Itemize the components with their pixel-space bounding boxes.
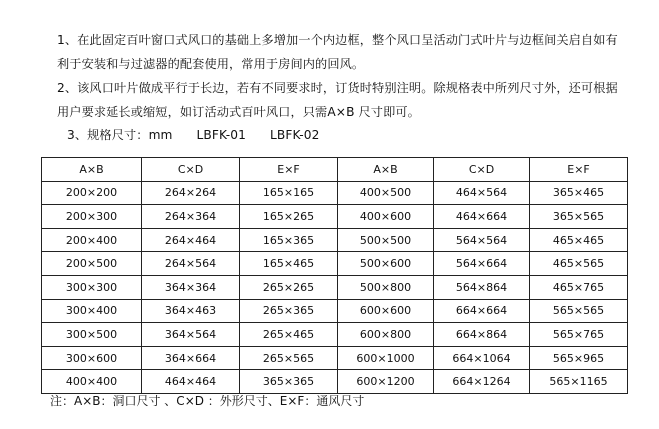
table-cell: 600×600 <box>338 299 434 323</box>
table-cell: 200×300 <box>42 205 142 229</box>
table-cell: 265×465 <box>240 323 338 347</box>
header-cell: C×D <box>434 158 530 182</box>
table-row <box>42 323 628 347</box>
table-row <box>42 346 628 370</box>
header-cell: E×F <box>530 158 628 182</box>
table-cell: 365×565 <box>530 205 628 229</box>
table-cell: 565×965 <box>530 346 628 370</box>
table-cell: 365×465 <box>530 181 628 205</box>
table-row <box>42 205 628 229</box>
spec-size-label: 3、规格尺寸：mm <box>67 128 173 142</box>
table-cell: 300×600 <box>42 346 142 370</box>
table-cell: 200×200 <box>42 181 142 205</box>
table-header-row <box>42 158 628 182</box>
table-cell: 300×500 <box>42 323 142 347</box>
table-cell: 165×465 <box>240 252 338 276</box>
table-cell: 264×464 <box>142 228 240 252</box>
table-cell: 165×265 <box>240 205 338 229</box>
spec-size-table <box>41 157 628 394</box>
table-row <box>42 275 628 299</box>
footnote: 注：A×B：洞口尺寸 、C×D ：外形尺寸、E×F：通风尺寸 <box>50 394 365 408</box>
table-cell: 300×400 <box>42 299 142 323</box>
table-cell: 664×664 <box>434 299 530 323</box>
model-code-lbfk-02: LBFK-02 <box>270 128 320 142</box>
table-cell: 364×463 <box>142 299 240 323</box>
table-cell: 465×765 <box>530 275 628 299</box>
table-cell: 364×564 <box>142 323 240 347</box>
table-cell: 200×500 <box>42 252 142 276</box>
table-cell: 565×1165 <box>530 370 628 394</box>
table-cell: 400×400 <box>42 370 142 394</box>
table-cell: 364×664 <box>142 346 240 370</box>
table-cell: 464×664 <box>434 205 530 229</box>
paragraph-2-line-1: 2、该风口叶片做成平行于长边，若有不同要求时，订货时特别注明。除规格表中所列尺寸外，还可根据 <box>57 81 618 95</box>
table-cell: 265×265 <box>240 275 338 299</box>
table-cell: 264×564 <box>142 252 240 276</box>
header-cell: A×B <box>338 158 434 182</box>
table-cell: 400×600 <box>338 205 434 229</box>
table-cell: 600×800 <box>338 323 434 347</box>
table-cell: 300×300 <box>42 275 142 299</box>
table-row <box>42 299 628 323</box>
table-cell: 265×565 <box>240 346 338 370</box>
paragraph-1-line-1: 1、在此固定百叶窗口式风口的基础上多增加一个内边框，整个风口呈活动门式叶片与边框间关启自如有 <box>57 33 618 47</box>
table-cell: 565×765 <box>530 323 628 347</box>
table-cell: 365×365 <box>240 370 338 394</box>
table-cell: 664×864 <box>434 323 530 347</box>
table-cell: 165×165 <box>240 181 338 205</box>
header-cell: C×D <box>142 158 240 182</box>
description-paragraph-2 <box>57 76 647 124</box>
paragraph-2-line-2: 用户要求延长或缩短，如订活动式百叶风口，只需A×B 尺寸即可。 <box>57 105 420 119</box>
table-body <box>42 181 628 393</box>
table-cell: 564×564 <box>434 228 530 252</box>
table-cell: 464×564 <box>434 181 530 205</box>
header-cell: E×F <box>240 158 338 182</box>
table-cell: 200×400 <box>42 228 142 252</box>
paragraph-1-line-2: 利于安装和与过滤器的配套使用，常用于房间内的回风。 <box>57 57 365 71</box>
model-code-lbfk-01: LBFK-01 <box>196 128 247 142</box>
table-cell: 500×500 <box>338 228 434 252</box>
table-cell: 600×1200 <box>338 370 434 394</box>
table-cell: 465×565 <box>530 252 628 276</box>
table-cell: 565×565 <box>530 299 628 323</box>
table-cell: 664×1064 <box>434 346 530 370</box>
table-cell: 264×364 <box>142 205 240 229</box>
spec-size-heading <box>57 123 647 147</box>
table-cell: 564×864 <box>434 275 530 299</box>
table-cell: 564×664 <box>434 252 530 276</box>
table-cell: 364×364 <box>142 275 240 299</box>
table-cell: 600×1000 <box>338 346 434 370</box>
header-cell: A×B <box>42 158 142 182</box>
table-cell: 264×264 <box>142 181 240 205</box>
table-cell: 400×500 <box>338 181 434 205</box>
table-cell: 664×1264 <box>434 370 530 394</box>
table-cell: 165×365 <box>240 228 338 252</box>
table-cell: 465×465 <box>530 228 628 252</box>
table-cell: 265×365 <box>240 299 338 323</box>
table-cell: 464×464 <box>142 370 240 394</box>
table-cell: 500×600 <box>338 252 434 276</box>
table-row <box>42 181 628 205</box>
table-row <box>42 228 628 252</box>
table-cell: 500×800 <box>338 275 434 299</box>
description-paragraph-1 <box>57 28 647 76</box>
table-row <box>42 252 628 276</box>
